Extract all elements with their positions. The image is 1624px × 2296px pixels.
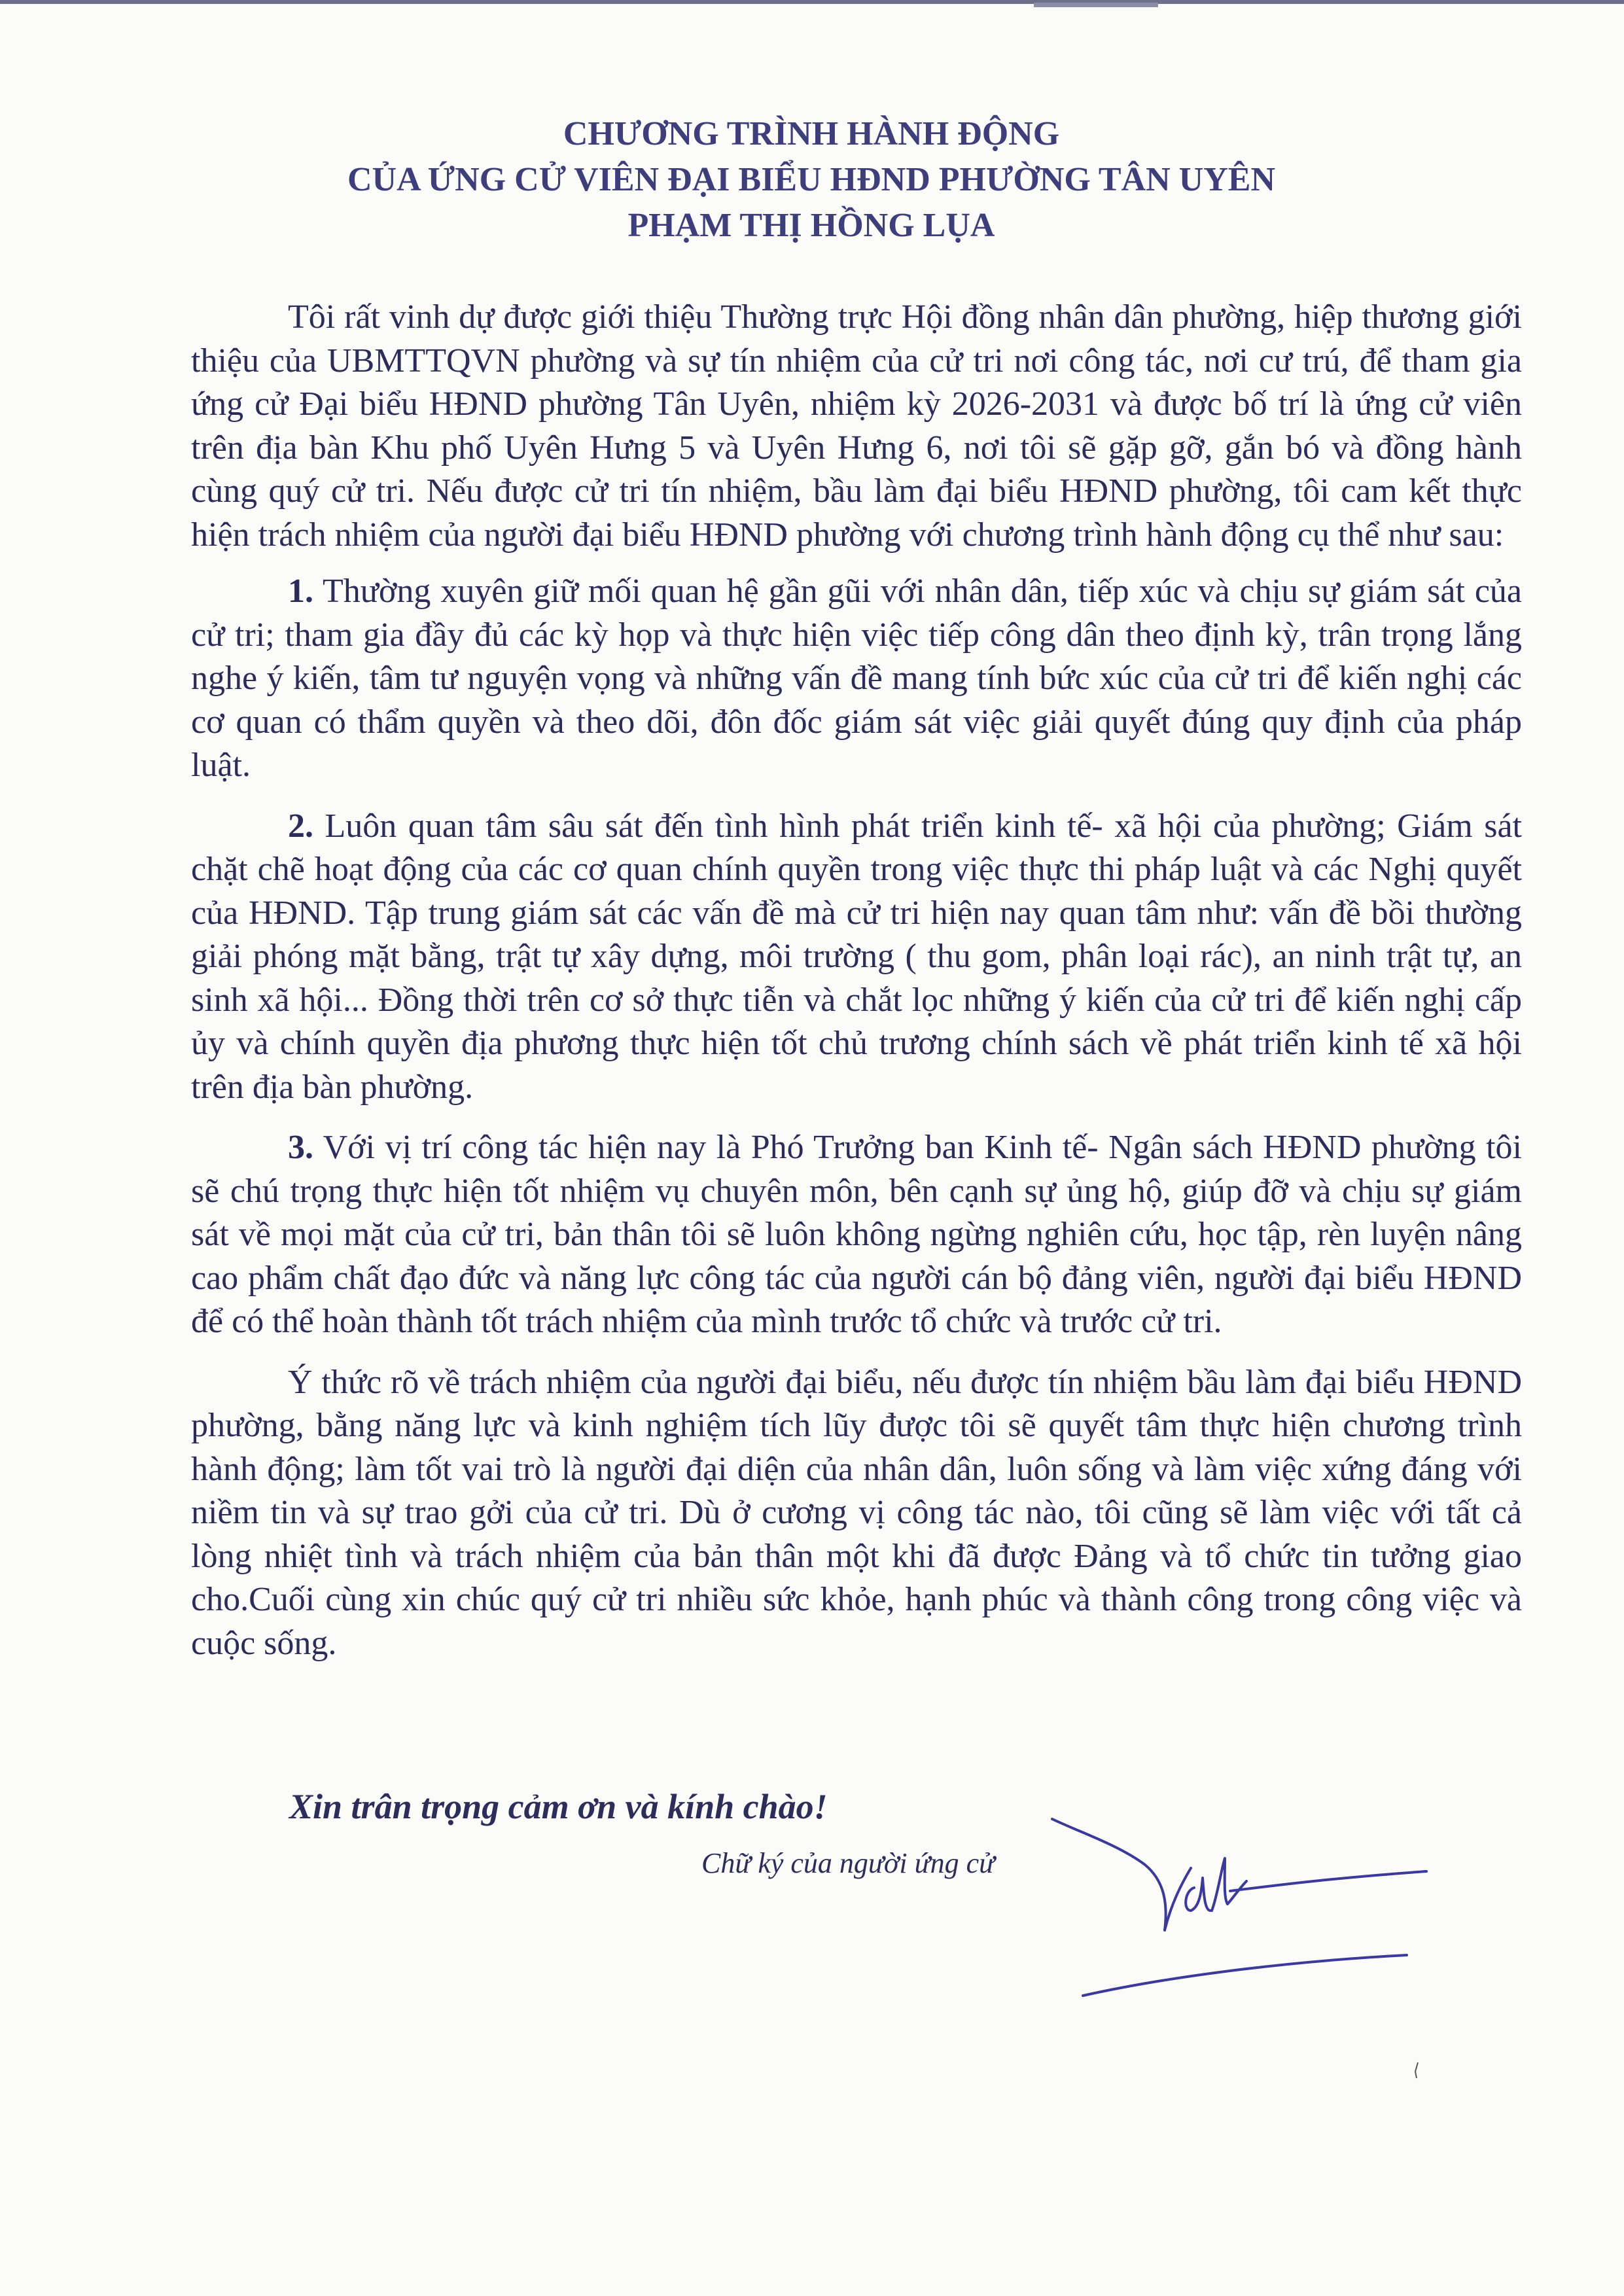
signature-stroke: [1230, 1871, 1426, 1891]
signature-stroke: [1186, 1878, 1210, 1911]
action-item-2: [191, 805, 1522, 1110]
signature-stroke: [1212, 1858, 1246, 1911]
action-item-3: [191, 1126, 1522, 1344]
signature-stroke: [1052, 1819, 1191, 1930]
intro-paragraph: Tôi rất vinh dự được giới thiệu Thường trực Hội đồng nhân dân phường, hiệp thương giới thiệu của UBMTTQVN phường và sự tín nhiệm của cử tri nơi công tác, nơi cư trú, để tham gia ứng cử Đại biểu HĐND phường Tân Uyên, nhiệm kỳ 2026-2031 và được bố trí là ứng cử viên trên địa bàn Khu phố Uyên Hưng 5 và Uyên Hưng 6, nơi tôi sẽ gặp gỡ, gắn bó và đồng hành cùng quý cử tri. Nếu được cử tri tín nhiệm, bầu làm đại biểu HĐND phường, tôi cam kết thực hiện trách nhiệm của người đại biểu HĐND phường với chương trình hành động cụ thể như sau:: [191, 298, 1522, 554]
action-item-number: 1.: [288, 573, 313, 610]
title-line-2: CỦA ỨNG CỬ VIÊN ĐẠI BIỂU HĐND PHƯỜNG TÂN UYÊN: [347, 161, 1276, 198]
document-body: [191, 296, 1522, 1682]
scan-speck: [1410, 2061, 1423, 2081]
signature-label: Chữ ký của người ứng cử: [701, 1847, 995, 1879]
title-line-3: PHẠM THỊ HỒNG LỤA: [627, 207, 995, 244]
action-item-text: Với vị trí công tác hiện nay là Phó Trưởng ban Kinh tế- Ngân sách HĐND phường tôi sẽ chú trọng thực hiện tốt nhiệm vụ chuyên môn, bên cạnh sự ủng hộ, giúp đỡ và chịu sự giám sát về mọi mặt của cử tri, bản thân tôi sẽ luôn không ngừng nghiên cứu, học tập, rèn luyện nâng cao phẩm chất đạo đức và năng lực công tác của người cán bộ đảng viên, người đại biểu HĐND để có thể hoàn thành tốt trách nhiệm của mình trước tổ chức và trước cử tri.: [191, 1129, 1522, 1340]
action-item-text: Luôn quan tâm sâu sát đến tình hình phát triển kinh tế- xã hội của phường; Giám sát chặt chẽ hoạt động của các cơ quan chính quyền trong việc thực thi pháp luật và các Nghị quyết của HĐND. Tập trung giám sát các vấn đề mà cử tri hiện nay quan tâm như: vấn đề bồi thường giải phóng mặt bằng, trật tự xây dựng, môi trường ( thu gom, phân loại rác), an ninh trật tự, an sinh xã hội... Đồng thời trên cơ sở thực tiễn và chắt lọc những ý kiến của cử tri để kiến nghị cấp ủy và chính quyền địa phương thực hiện tốt chủ trương chính sách về phát triển kinh tế xã hội trên địa bàn phường.: [191, 807, 1522, 1106]
action-item-number: 3.: [288, 1129, 313, 1166]
action-item-text: Thường xuyên giữ mối quan hệ gần gũi với nhân dân, tiếp xúc và chịu sự giám sát của cử tri; tham gia đầy đủ các kỳ họp và thực hiện việc tiếp công dân theo định kỳ, trân trọng lắng nghe ý kiến, tâm tư nguyện vọng và những vấn đề mang tính bức xúc của cử tri để kiến nghị các cơ quan có thẩm quyền và theo dõi, đôn đốc giám sát việc giải quyết đúng quy định của pháp luật.: [191, 573, 1523, 784]
title-line-1: CHƯƠNG TRÌNH HÀNH ĐỘNG: [563, 115, 1060, 152]
closing-line: Xin trân trọng cảm ơn và kính chào!: [289, 1787, 828, 1826]
action-item-number: 2.: [288, 807, 313, 845]
signature-stroke: [1083, 1955, 1407, 1996]
action-item-1: [191, 570, 1522, 788]
conclusion-paragraph: Ý thức rõ về trách nhiệm của người đại biểu, nếu được tín nhiệm bầu làm đại biểu HĐND phường, bằng năng lực và kinh nghiệm tích lũy được tôi sẽ quyết tâm thực hiện chương trình hành động; làm tốt vai trò là người đại diện của nhân dân, luôn sống và làm việc xứng đáng với niềm tin và sự trao gởi của cử tri. Dù ở cương vị công tác nào, tôi cũng sẽ làm việc với tất cả lòng nhiệt tình và trách nhiệm của bản thân một khi đã được Đảng và tổ chức tin tưởng giao cho.Cuối cùng xin chúc quý cử tri nhiều sức khỏe, hạnh phúc và thành công trong công việc và cuộc sống.: [191, 1363, 1522, 1662]
document-title: [196, 111, 1426, 249]
handwritten-signature: [1034, 1806, 1453, 2002]
